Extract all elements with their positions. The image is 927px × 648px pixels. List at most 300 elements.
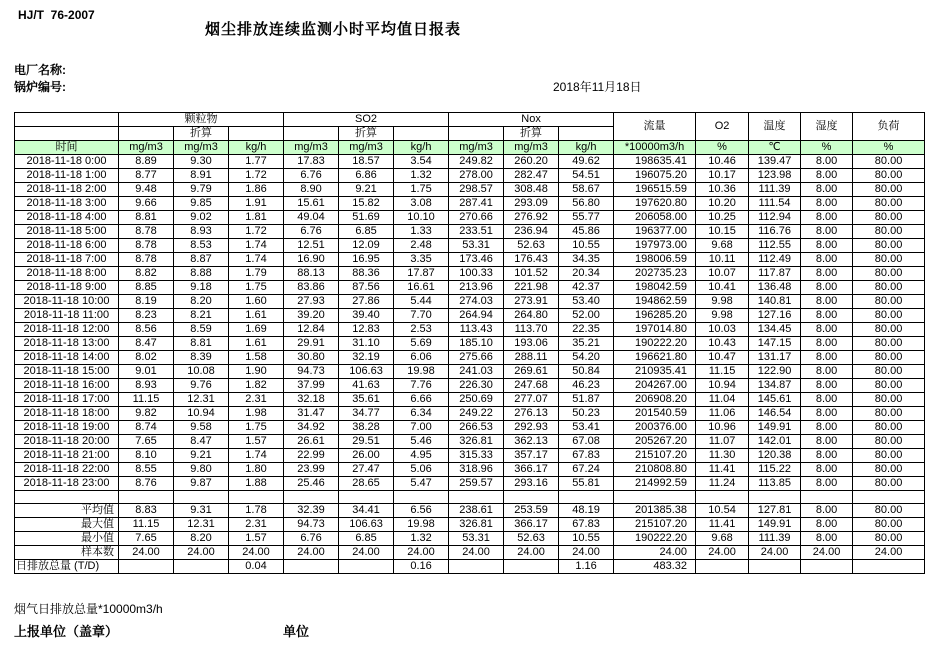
- value-cell: 1.16: [559, 560, 614, 574]
- value-cell: 56.80: [559, 197, 614, 211]
- value-cell: 35.21: [559, 337, 614, 351]
- value-cell: 11.30: [696, 449, 749, 463]
- unit-cell: ℃: [749, 141, 801, 155]
- value-cell: 8.82: [119, 267, 174, 281]
- flow-total-note: 烟气日排放总量*10000m3/h: [14, 602, 163, 616]
- value-cell: 41.63: [339, 379, 394, 393]
- value-cell: 8.74: [119, 421, 174, 435]
- value-cell: 259.57: [449, 477, 504, 491]
- value-cell: 483.32: [614, 560, 696, 574]
- value-cell: 196285.20: [614, 309, 696, 323]
- value-cell: 9.30: [174, 155, 229, 169]
- value-cell: [749, 491, 801, 504]
- value-cell: 29.51: [339, 435, 394, 449]
- value-cell: 8.90: [284, 183, 339, 197]
- value-cell: 293.09: [504, 197, 559, 211]
- value-cell: 215107.20: [614, 518, 696, 532]
- value-cell: 24.00: [801, 546, 853, 560]
- value-cell: 42.37: [559, 281, 614, 295]
- report-org-label: 上报单位（盖章）: [14, 624, 119, 639]
- value-cell: 2.31: [229, 393, 284, 407]
- value-cell: 94.73: [284, 518, 339, 532]
- row-time: 2018-11-18 8:00: [15, 267, 119, 281]
- value-cell: 8.00: [801, 225, 853, 239]
- value-cell: 87.56: [339, 281, 394, 295]
- value-cell: 80.00: [853, 449, 925, 463]
- value-cell: 253.59: [504, 504, 559, 518]
- row-time: 2018-11-18 16:00: [15, 379, 119, 393]
- report-table: [14, 112, 925, 574]
- value-cell: 8.00: [801, 239, 853, 253]
- value-cell: 24.00: [229, 546, 284, 560]
- value-cell: 0.04: [229, 560, 284, 574]
- value-cell: 18.57: [339, 155, 394, 169]
- value-cell: 9.85: [174, 197, 229, 211]
- value-cell: 4.95: [394, 449, 449, 463]
- value-cell: 24.00: [696, 546, 749, 560]
- value-cell: 6.85: [339, 225, 394, 239]
- value-cell: 112.49: [749, 253, 801, 267]
- value-cell: 10.11: [696, 253, 749, 267]
- value-cell: 145.61: [749, 393, 801, 407]
- value-cell: 127.16: [749, 309, 801, 323]
- value-cell: 10.46: [696, 155, 749, 169]
- value-cell: 7.00: [394, 421, 449, 435]
- value-cell: 3.35: [394, 253, 449, 267]
- value-cell: 11.15: [119, 393, 174, 407]
- value-cell: 8.00: [801, 532, 853, 546]
- value-cell: 176.43: [504, 253, 559, 267]
- value-cell: 67.08: [559, 435, 614, 449]
- value-cell: 80.00: [853, 518, 925, 532]
- value-cell: 8.00: [801, 477, 853, 491]
- value-cell: 9.66: [119, 197, 174, 211]
- value-cell: 80.00: [853, 309, 925, 323]
- table-row: [15, 155, 925, 169]
- group-header-nox: Nox: [449, 113, 614, 127]
- value-cell: 106.63: [339, 518, 394, 532]
- value-cell: 49.62: [559, 155, 614, 169]
- value-cell: [339, 491, 394, 504]
- converted-label-so2: 折算: [339, 127, 394, 141]
- time-col-spacer: [15, 127, 119, 141]
- value-cell: 8.00: [801, 267, 853, 281]
- value-cell: 8.00: [801, 504, 853, 518]
- value-cell: 80.00: [853, 351, 925, 365]
- value-cell: 11.41: [696, 518, 749, 532]
- row-time: 2018-11-18 5:00: [15, 225, 119, 239]
- value-cell: 8.20: [174, 295, 229, 309]
- value-cell: 12.83: [339, 323, 394, 337]
- row-time: 2018-11-18 4:00: [15, 211, 119, 225]
- value-cell: [853, 491, 925, 504]
- value-cell: 264.94: [449, 309, 504, 323]
- row-time: 2018-11-18 19:00: [15, 421, 119, 435]
- value-cell: 366.17: [504, 463, 559, 477]
- value-cell: 8.00: [801, 155, 853, 169]
- value-cell: 24.00: [853, 546, 925, 560]
- value-cell: 7.70: [394, 309, 449, 323]
- value-cell: 238.61: [449, 504, 504, 518]
- value-cell: 149.91: [749, 421, 801, 435]
- value-cell: 24.00: [284, 546, 339, 560]
- table-row: [15, 323, 925, 337]
- value-cell: [801, 560, 853, 574]
- value-cell: 205267.20: [614, 435, 696, 449]
- unit-cell: *10000m3/h: [614, 141, 696, 155]
- value-cell: 8.93: [174, 225, 229, 239]
- row-time: 2018-11-18 11:00: [15, 309, 119, 323]
- value-cell: 1.72: [229, 169, 284, 183]
- value-cell: [449, 560, 504, 574]
- value-cell: 6.06: [394, 351, 449, 365]
- value-cell: 8.00: [801, 295, 853, 309]
- value-cell: 116.76: [749, 225, 801, 239]
- value-cell: [284, 560, 339, 574]
- value-cell: 1.74: [229, 253, 284, 267]
- boiler-number-label: 锅炉编号:: [14, 80, 66, 94]
- table-row: [15, 560, 925, 574]
- value-cell: 277.07: [504, 393, 559, 407]
- value-cell: 318.96: [449, 463, 504, 477]
- value-cell: [174, 491, 229, 504]
- value-cell: 1.72: [229, 225, 284, 239]
- value-cell: [394, 491, 449, 504]
- value-cell: 0.16: [394, 560, 449, 574]
- value-cell: 7.65: [119, 532, 174, 546]
- value-cell: 9.31: [174, 504, 229, 518]
- value-cell: 19.98: [394, 365, 449, 379]
- unit-cell: %: [801, 141, 853, 155]
- value-cell: 80.00: [853, 169, 925, 183]
- value-cell: 10.41: [696, 281, 749, 295]
- value-cell: [853, 560, 925, 574]
- value-cell: 5.06: [394, 463, 449, 477]
- value-cell: 8.93: [119, 379, 174, 393]
- value-cell: 52.00: [559, 309, 614, 323]
- value-cell: 17.87: [394, 267, 449, 281]
- value-cell: 8.00: [801, 337, 853, 351]
- value-cell: 6.76: [284, 532, 339, 546]
- value-cell: 287.41: [449, 197, 504, 211]
- value-cell: 136.48: [749, 281, 801, 295]
- value-cell: 120.38: [749, 449, 801, 463]
- value-cell: 134.87: [749, 379, 801, 393]
- value-cell: 9.82: [119, 407, 174, 421]
- value-cell: 9.98: [696, 309, 749, 323]
- value-cell: 80.00: [853, 197, 925, 211]
- value-cell: 2.31: [229, 518, 284, 532]
- value-cell: 34.35: [559, 253, 614, 267]
- value-cell: 8.00: [801, 518, 853, 532]
- table-row: [15, 435, 925, 449]
- value-cell: 198042.59: [614, 281, 696, 295]
- header-row-units: [15, 141, 925, 155]
- unit-cell: mg/m3: [339, 141, 394, 155]
- value-cell: 6.76: [284, 169, 339, 183]
- value-cell: 6.85: [339, 532, 394, 546]
- value-cell: 32.18: [284, 393, 339, 407]
- table-row: [15, 225, 925, 239]
- unit-cell: kg/h: [229, 141, 284, 155]
- value-cell: 9.48: [119, 183, 174, 197]
- value-cell: 8.21: [174, 309, 229, 323]
- value-cell: 292.93: [504, 421, 559, 435]
- value-cell: [339, 560, 394, 574]
- value-cell: 196377.00: [614, 225, 696, 239]
- row-time: 2018-11-18 17:00: [15, 393, 119, 407]
- value-cell: 210808.80: [614, 463, 696, 477]
- value-cell: 8.00: [801, 197, 853, 211]
- value-cell: 8.00: [801, 421, 853, 435]
- value-cell: 200376.00: [614, 421, 696, 435]
- value-cell: 54.20: [559, 351, 614, 365]
- value-cell: 111.39: [749, 183, 801, 197]
- value-cell: 8.00: [801, 407, 853, 421]
- table-row: [15, 491, 925, 504]
- group-header-o2: O2: [696, 113, 749, 141]
- value-cell: 1.75: [229, 421, 284, 435]
- row-time: 2018-11-18 14:00: [15, 351, 119, 365]
- value-cell: 10.55: [559, 239, 614, 253]
- value-cell: 5.46: [394, 435, 449, 449]
- value-cell: 10.10: [394, 211, 449, 225]
- value-cell: [696, 560, 749, 574]
- value-cell: 1.81: [229, 211, 284, 225]
- value-cell: 298.57: [449, 183, 504, 197]
- value-cell: 58.67: [559, 183, 614, 197]
- report-date: 2018年11月18日: [553, 80, 642, 94]
- value-cell: 8.55: [119, 463, 174, 477]
- value-cell: 80.00: [853, 253, 925, 267]
- value-cell: 22.35: [559, 323, 614, 337]
- value-cell: 250.69: [449, 393, 504, 407]
- value-cell: 7.65: [119, 435, 174, 449]
- value-cell: 94.73: [284, 365, 339, 379]
- value-cell: 8.00: [801, 463, 853, 477]
- value-cell: 80.00: [853, 532, 925, 546]
- value-cell: 8.00: [801, 211, 853, 225]
- value-cell: 8.00: [801, 281, 853, 295]
- table-row: [15, 239, 925, 253]
- value-cell: 80.00: [853, 155, 925, 169]
- value-cell: 8.00: [801, 449, 853, 463]
- value-cell: 113.43: [449, 323, 504, 337]
- value-cell: 10.36: [696, 183, 749, 197]
- table-row: [15, 449, 925, 463]
- value-cell: 50.84: [559, 365, 614, 379]
- row-time: 2018-11-18 12:00: [15, 323, 119, 337]
- value-cell: 12.31: [174, 393, 229, 407]
- value-cell: 106.63: [339, 365, 394, 379]
- value-cell: 201385.38: [614, 504, 696, 518]
- value-cell: 1.32: [394, 532, 449, 546]
- value-cell: 80.00: [853, 239, 925, 253]
- value-cell: 197014.80: [614, 323, 696, 337]
- value-cell: 80.00: [853, 295, 925, 309]
- row-time: 2018-11-18 0:00: [15, 155, 119, 169]
- value-cell: 8.81: [174, 337, 229, 351]
- value-cell: 12.84: [284, 323, 339, 337]
- value-cell: 22.99: [284, 449, 339, 463]
- value-cell: 8.00: [801, 323, 853, 337]
- value-cell: 52.63: [504, 239, 559, 253]
- value-cell: 1.74: [229, 449, 284, 463]
- value-cell: 29.91: [284, 337, 339, 351]
- value-cell: 198006.59: [614, 253, 696, 267]
- value-cell: 80.00: [853, 211, 925, 225]
- value-cell: 9.01: [119, 365, 174, 379]
- value-cell: 24.00: [174, 546, 229, 560]
- value-cell: 8.77: [119, 169, 174, 183]
- value-cell: 185.10: [449, 337, 504, 351]
- value-cell: 146.54: [749, 407, 801, 421]
- value-cell: 11.41: [696, 463, 749, 477]
- value-cell: 1.90: [229, 365, 284, 379]
- value-cell: 326.81: [449, 518, 504, 532]
- value-cell: 123.98: [749, 169, 801, 183]
- value-cell: 134.45: [749, 323, 801, 337]
- summary-label: 平均值: [15, 504, 119, 518]
- value-cell: 215107.20: [614, 449, 696, 463]
- unit-label: 单位: [283, 624, 310, 639]
- value-cell: 2.48: [394, 239, 449, 253]
- unit-cell: mg/m3: [504, 141, 559, 155]
- value-cell: [749, 560, 801, 574]
- value-cell: 8.47: [174, 435, 229, 449]
- value-cell: 27.93: [284, 295, 339, 309]
- group-header-so2: SO2: [284, 113, 449, 127]
- row-time: 2018-11-18 15:00: [15, 365, 119, 379]
- value-cell: 67.83: [559, 518, 614, 532]
- value-cell: 80.00: [853, 337, 925, 351]
- value-cell: 3.08: [394, 197, 449, 211]
- value-cell: 46.23: [559, 379, 614, 393]
- value-cell: 288.11: [504, 351, 559, 365]
- value-cell: 8.87: [174, 253, 229, 267]
- value-cell: 8.23: [119, 309, 174, 323]
- value-cell: 197620.80: [614, 197, 696, 211]
- value-cell: [559, 491, 614, 504]
- value-cell: 80.00: [853, 225, 925, 239]
- value-cell: 9.68: [696, 532, 749, 546]
- value-cell: 10.15: [696, 225, 749, 239]
- value-cell: 273.91: [504, 295, 559, 309]
- value-cell: 8.89: [119, 155, 174, 169]
- value-cell: 53.31: [449, 532, 504, 546]
- value-cell: 8.59: [174, 323, 229, 337]
- value-cell: 11.04: [696, 393, 749, 407]
- value-cell: 202735.23: [614, 267, 696, 281]
- value-cell: 149.91: [749, 518, 801, 532]
- value-cell: 24.00: [449, 546, 504, 560]
- value-cell: 31.47: [284, 407, 339, 421]
- value-cell: 196515.59: [614, 183, 696, 197]
- unit-cell: mg/m3: [284, 141, 339, 155]
- value-cell: 80.00: [853, 281, 925, 295]
- value-cell: 8.53: [174, 239, 229, 253]
- value-cell: 113.85: [749, 477, 801, 491]
- value-cell: 101.52: [504, 267, 559, 281]
- value-cell: 55.81: [559, 477, 614, 491]
- value-cell: 315.33: [449, 449, 504, 463]
- row-time: 2018-11-18 6:00: [15, 239, 119, 253]
- value-cell: 266.53: [449, 421, 504, 435]
- value-cell: 226.30: [449, 379, 504, 393]
- table-row: [15, 169, 925, 183]
- value-cell: 127.81: [749, 504, 801, 518]
- value-cell: 293.16: [504, 477, 559, 491]
- table-row: [15, 546, 925, 560]
- value-cell: 52.63: [504, 532, 559, 546]
- value-cell: 24.00: [559, 546, 614, 560]
- table-row: [15, 477, 925, 491]
- plant-name-label: 电厂名称:: [14, 63, 66, 77]
- table-row: [15, 518, 925, 532]
- table-row: [15, 253, 925, 267]
- value-cell: 1.69: [229, 323, 284, 337]
- header-row-groups: [15, 113, 925, 127]
- value-cell: 16.95: [339, 253, 394, 267]
- value-cell: 197973.00: [614, 239, 696, 253]
- table-row: [15, 197, 925, 211]
- value-cell: 88.36: [339, 267, 394, 281]
- value-cell: 274.03: [449, 295, 504, 309]
- value-cell: [449, 491, 504, 504]
- value-cell: 8.00: [801, 379, 853, 393]
- table-row: [15, 379, 925, 393]
- value-cell: 11.06: [696, 407, 749, 421]
- value-cell: 9.18: [174, 281, 229, 295]
- value-cell: 8.56: [119, 323, 174, 337]
- value-cell: 196075.20: [614, 169, 696, 183]
- unit-cell: %: [696, 141, 749, 155]
- value-cell: 357.17: [504, 449, 559, 463]
- table-row: [15, 211, 925, 225]
- value-cell: 80.00: [853, 267, 925, 281]
- time-col-spacer: [15, 113, 119, 127]
- row-time: 2018-11-18 18:00: [15, 407, 119, 421]
- value-cell: 233.51: [449, 225, 504, 239]
- table-row: [15, 504, 925, 518]
- unit-cell: kg/h: [559, 141, 614, 155]
- value-cell: 11.24: [696, 477, 749, 491]
- value-cell: 1.82: [229, 379, 284, 393]
- value-cell: 9.58: [174, 421, 229, 435]
- row-time: [15, 491, 119, 504]
- value-cell: 111.39: [749, 532, 801, 546]
- value-cell: 80.00: [853, 504, 925, 518]
- value-cell: [504, 491, 559, 504]
- value-cell: 80.00: [853, 183, 925, 197]
- value-cell: 1.32: [394, 169, 449, 183]
- summary-label: 日排放总量 (T/D): [15, 560, 119, 574]
- value-cell: 9.80: [174, 463, 229, 477]
- value-cell: [229, 491, 284, 504]
- value-cell: 308.48: [504, 183, 559, 197]
- value-cell: 9.21: [174, 449, 229, 463]
- value-cell: 236.94: [504, 225, 559, 239]
- value-cell: 1.77: [229, 155, 284, 169]
- table-row: [15, 183, 925, 197]
- value-cell: 9.02: [174, 211, 229, 225]
- value-cell: 282.47: [504, 169, 559, 183]
- value-cell: 1.61: [229, 309, 284, 323]
- value-cell: [696, 491, 749, 504]
- value-cell: 6.76: [284, 225, 339, 239]
- table-row: [15, 337, 925, 351]
- table-row: [15, 407, 925, 421]
